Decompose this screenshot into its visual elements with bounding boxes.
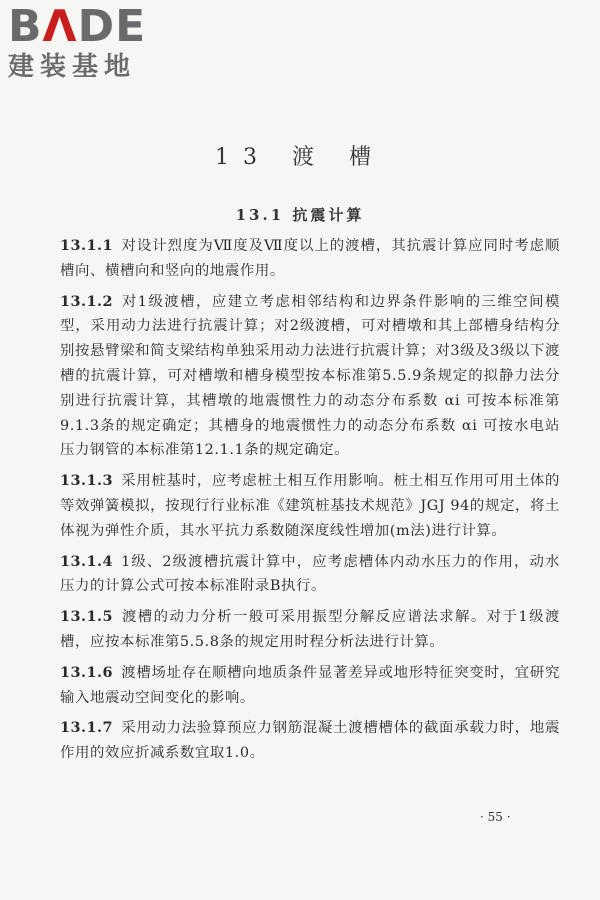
clause-13-1-5 [60, 605, 560, 655]
clause-number: 13.1.1 [60, 237, 114, 254]
clause-text: 渡槽的动力分析一般可采用振型分解反应谱法求解。对于1级渡槽，应按本标准第5.5.8条的规定用时程分析法进行计算。 [60, 609, 560, 650]
clause-text: 对设计烈度为Ⅶ度及Ⅶ度以上的渡槽，其抗震计算应同时考虑顺槽向、横槽向和竖向的地震作用。 [60, 238, 560, 279]
clause-13-1-4 [60, 550, 560, 600]
clause-13-1-2 [60, 290, 560, 464]
logo-wordmark: BΛDE [8, 1, 147, 52]
clause-number: 13.1.6 [60, 663, 114, 681]
clause-list [60, 234, 560, 772]
clause-13-1-7 [60, 716, 560, 766]
page-number: · 55 · [480, 810, 511, 824]
logo [8, 1, 178, 82]
logo-subtitle: 建装基地 [8, 52, 137, 82]
clause-13-1-1 [60, 234, 560, 284]
clause-text: 渡槽场址存在顺槽向地质条件显著差异或地形特征突变时，宜研究输入地震动空间变化的影响。 [60, 664, 560, 706]
clause-number: 13.1.4 [60, 552, 114, 570]
clause-text: 对1级渡槽，应建立考虑相邻结构和边界条件影响的三维空间模型，采用动力法进行抗震计算；对2级渡槽，可对槽墩和其上部槽身结构分别按悬臂梁和简支梁结构单独采用动力法进行抗震计算；对3级及3级以下渡槽的抗震计算，可对槽墩和槽身模型按本标准第5.5.9条规定的拟静力法分别进行抗震计算，其槽墩的地震惯性力的动态分布系数 αi 可按本标准第9.1.3条的规定确定；其槽身的地震惯性力的动态分布系数 αi 可按水电站压力钢管的本标准第12.1.1条的规定确定。 [60, 293, 560, 459]
clause-13-1-6 [60, 661, 560, 711]
clause-number: 13.1.3 [60, 472, 114, 490]
clause-text: 采用动力法验算预应力钢筋混凝土渡槽槽体的截面承载力时，地震作用的效应折减系数宜取1.0。 [60, 720, 560, 762]
clause-13-1-3 [60, 469, 560, 543]
clause-number: 13.1.5 [60, 608, 114, 626]
clause-text: 1级、2级渡槽抗震计算中，应考虑槽体内动水压力的作用，动水压力的计算公式可按本标准附录B执行。 [60, 553, 560, 595]
clause-text: 采用桩基时，应考虑桩土相互作用影响。桩土相互作用可用土体的等效弹簧模拟，按现行行业标准《建筑桩基技术规范》JGJ 94的规定，将土体视为弹性介质，其水平抗力系数随深度线性增加(m法)进行计算。 [60, 473, 560, 539]
chapter-title: 13 渡 槽 [215, 145, 385, 170]
clause-number: 13.1.7 [60, 719, 114, 737]
section-title: 13.1 抗震计算 [235, 206, 365, 224]
clause-number: 13.1.2 [60, 292, 114, 310]
